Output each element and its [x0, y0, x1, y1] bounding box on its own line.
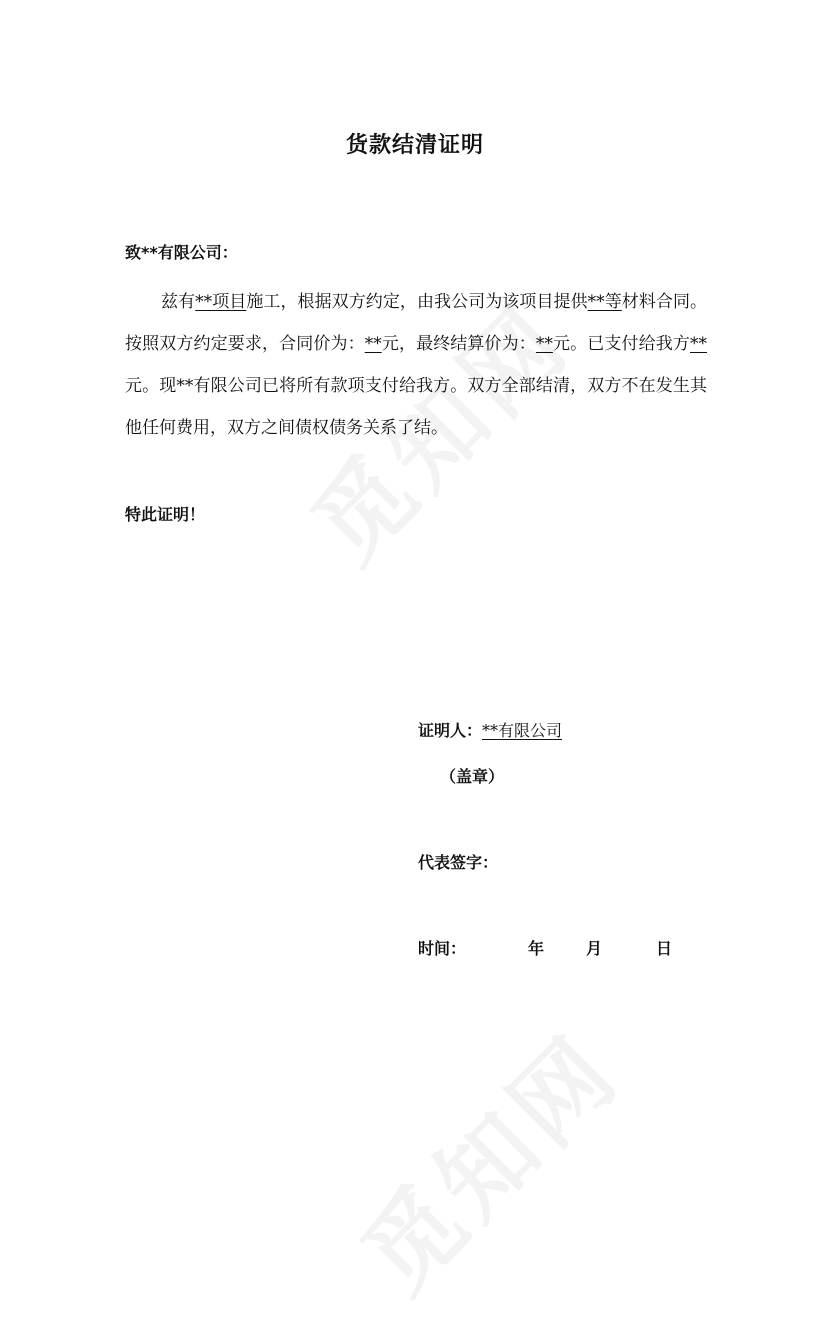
date-label: 时间： — [418, 939, 467, 958]
underlined-paid-amount: ** — [690, 334, 708, 354]
closing-statement: 特此证明！ — [125, 505, 206, 524]
month-unit: 月 — [586, 939, 603, 958]
certifier-row — [418, 718, 562, 741]
body-text-4: 元，最终结算价为： — [381, 334, 536, 354]
underlined-final-price: ** — [535, 334, 553, 354]
body-text-2: 施工，根据双方约定，由我公司为该项目提供 — [246, 292, 588, 312]
watermark-bottom — [327, 1000, 644, 1317]
seal-label: （盖章） — [440, 767, 505, 786]
salutation: 致**有限公司： — [125, 243, 238, 262]
body-text-6: 元。现**有限公司已将所有款项支付给我方。双方全部结清，双方不在发生其他任何费用，双方之间债权债务关系了结。 — [125, 376, 707, 438]
body-text-3: 材料合同。按照双方约定要求，合同价为： — [125, 292, 708, 354]
underlined-material: ** — [587, 292, 605, 312]
date-row — [418, 936, 673, 959]
representative-row — [418, 850, 498, 873]
certifier-value: **有限公司 — [482, 721, 563, 740]
seal-row — [440, 764, 504, 787]
underlined-project: **项目 — [195, 292, 247, 312]
year-unit: 年 — [528, 939, 545, 958]
underlined-etc: 等 — [604, 292, 622, 312]
day-unit: 日 — [656, 939, 673, 958]
body-paragraph — [125, 281, 707, 449]
underlined-contract-price: ** — [364, 334, 382, 354]
representative-label: 代表签字： — [418, 853, 499, 872]
body-text-1: 兹有 — [161, 292, 196, 312]
document-title: 货款结清证明 — [345, 133, 484, 158]
certifier-label: 证明人： — [418, 721, 483, 740]
body-text-5: 元。已支付给我方 — [552, 334, 691, 354]
